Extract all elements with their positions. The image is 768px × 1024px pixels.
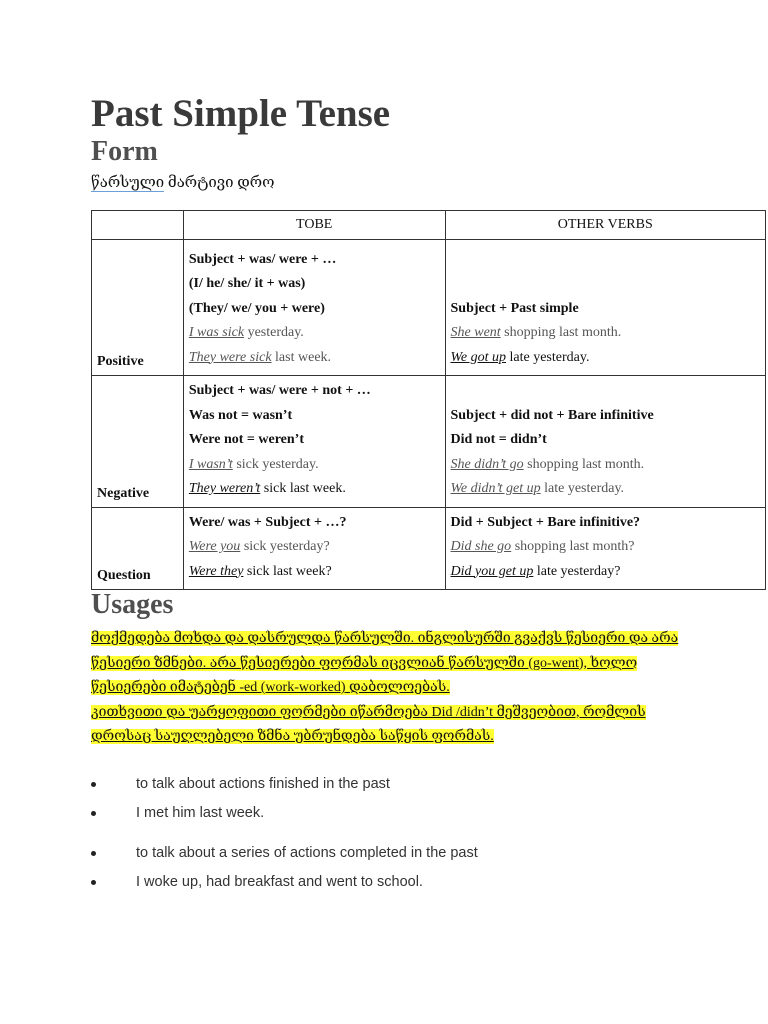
table-cell-line [451,404,760,429]
subtitle-first-word: წარსული [91,175,165,191]
georgian-highlighted-explanation [91,627,691,750]
example-rest: sick last week? [243,563,332,579]
table-cell-line [189,272,440,297]
page-title: Past Simple Tense [91,92,391,135]
table-cell-line [189,535,440,560]
example-highlight: Did you get up [450,563,534,579]
highlighted-line [91,725,691,750]
list-item-text: to talk about actions finished in the past [136,776,390,792]
usage-list-1 [91,770,390,828]
other-verbs-cell [445,376,765,508]
list-item-text: I met him last week. [136,805,265,821]
table-cell-line [189,477,440,502]
georgian-subtitle [91,173,275,193]
table-row [92,376,766,508]
example-highlight: They were sick [188,349,272,365]
table-cell-line [451,535,760,560]
grammar-table [91,210,766,590]
example-highlight: We got up [450,349,506,365]
highlighted-line [91,627,691,652]
example-rest: shopping last month. [500,325,622,340]
example-rest: sick yesterday. [232,456,319,472]
table-cell-line [189,428,440,453]
example-rest: shopping last month? [511,539,635,554]
other-verbs-cell [445,507,765,590]
table-cell-line [451,477,760,502]
table-cell-line [189,297,440,322]
list-item-text: I woke up, had breakfast and went to school. [136,874,423,890]
table-cell-line [189,453,440,478]
table-header-row [92,211,766,240]
header-other-verbs: OTHER VERBS [445,211,765,240]
table-cell-line [451,511,760,536]
tobe-cell [183,507,445,590]
highlighted-line [91,701,691,726]
row-label: Positive [92,240,184,376]
example-rest: sick yesterday? [240,539,330,554]
usage-list-2 [91,839,478,897]
structure-formula: Was not = wasn’t [188,407,293,423]
structure-formula: (They/ we/ you + were) [188,300,325,316]
table-cell-line [189,404,440,429]
structure-formula: Did + Subject + Bare infinitive? [450,514,641,530]
table-cell-line [189,346,440,371]
structure-formula: (I/ he/ she/ it + was) [188,276,306,291]
list-item [91,868,478,897]
bullet-icon [91,782,96,787]
usages-heading: Usages [91,589,174,620]
table-cell-line [451,297,760,322]
example-highlight: Were you [188,539,241,554]
example-rest: late yesterday. [540,481,625,496]
header-empty-cell [92,211,184,240]
table-cell-line [189,248,440,273]
bullet-icon [91,880,96,885]
table-cell-line [451,346,760,371]
example-rest: late yesterday? [533,563,621,579]
example-highlight: Did she go [450,539,512,554]
example-rest: last week. [271,349,332,365]
example-highlight: She went [450,325,501,340]
bullet-icon [91,811,96,816]
tobe-cell [183,376,445,508]
structure-formula: Subject + Past simple [450,300,579,316]
example-highlight: I wasn’t [188,456,233,472]
highlighted-text: კითხვითი და უარყოფითი ფორმები იწარმოება Did /didn’t მეშვეობით, რომლის [91,704,646,720]
tobe-cell [183,240,445,376]
structure-formula: Were/ was + Subject + …? [188,514,347,530]
table-cell-line [451,560,760,585]
structure-formula: Were not = weren’t [188,432,305,447]
example-highlight: She didn’t go [450,456,524,472]
row-label: Question [92,507,184,590]
highlighted-line [91,652,691,677]
table-cell-line [451,321,760,346]
example-rest: yesterday. [244,325,304,340]
highlighted-text: წესიერები იმატებენ -ed (work-worked) დაბოლოებას. [91,680,450,695]
structure-formula: Subject + was/ were + … [188,251,337,267]
table-row [92,507,766,590]
table-cell-line [189,511,440,536]
table-cell-line [189,560,440,585]
structure-formula: Subject + did not + Bare infinitive [450,407,654,423]
table-row [92,240,766,376]
table-cell-line [451,428,760,453]
example-rest: late yesterday. [506,349,590,365]
highlighted-line [91,676,691,701]
row-label: Negative [92,376,184,508]
table-cell-line [451,453,760,478]
example-rest: sick last week. [260,481,346,496]
list-item [91,839,478,868]
structure-formula: Did not = didn’t [450,432,547,447]
header-tobe: TOBE [183,211,445,240]
example-highlight: They weren’t [188,481,261,496]
example-highlight: We didn’t get up [450,481,541,496]
other-verbs-cell [445,240,765,376]
form-heading: Form [91,136,158,167]
table-cell-line [189,321,440,346]
table-cell-line [189,379,440,404]
subtitle-rest: მარტივი დრო [164,175,275,191]
highlighted-text: დროსაც საუღლებელი ზმნა უბრუნდება საწყის ფორმას. [91,729,494,744]
example-highlight: Were they [188,563,244,579]
structure-formula: Subject + was/ were + not + … [188,383,371,398]
highlighted-text: მოქმედება მოხდა და დასრულდა წარსულში. ინგლისურში გვაქვს წესიერი და არა [91,631,679,646]
example-highlight: I was sick [188,325,245,340]
example-rest: shopping last month. [523,456,645,472]
list-item [91,770,390,799]
list-item [91,799,390,828]
highlighted-text: წესიერი ზმნები. არა წესიერები ფორმას იცვლიან წარსულში (go-went), ხოლო [91,655,638,671]
list-item-text: to talk about a series of actions completed in the past [136,845,478,861]
bullet-icon [91,851,96,856]
